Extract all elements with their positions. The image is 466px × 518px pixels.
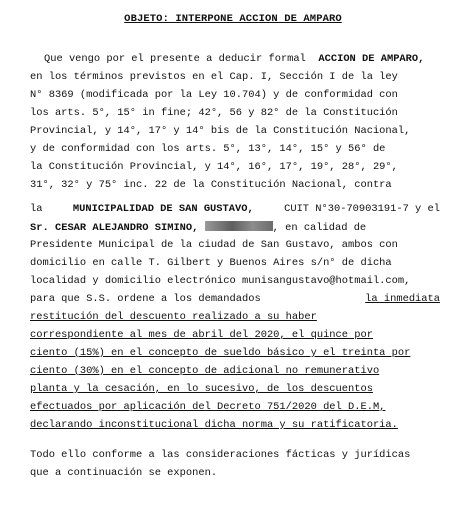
document-title: OBJETO: INTERPONE ACCION DE AMPARO — [124, 13, 342, 25]
paragraph-line: domicilio en calle T. Gilbert y Buenos Aires s/n° de dicha — [30, 257, 392, 269]
line-text: Que vengo por el presente a deducir formal — [44, 53, 306, 65]
paragraph-line: que a continuación se exponen. — [30, 467, 218, 479]
underlined-request: efectuados por aplicación del Decreto 751/2020 del D.E.M, — [30, 401, 386, 413]
paragraph-line — [30, 221, 440, 235]
defendant-name: CESAR ALEJANDRO SIMINO, — [54, 222, 199, 234]
underlined-request: ciento (30%) en el concepto de adicional no remunerativo — [30, 365, 380, 377]
line-text: la — [30, 203, 43, 215]
underlined-request: planta y la cesación, en lo sucesivo, de los descuentos — [30, 383, 373, 395]
defendant-municipality: MUNICIPALIDAD DE SAN GUSTAVO, — [72, 203, 254, 215]
paragraph-line: Presidente Municipal de la ciudad de San Gustavo, ambos con — [30, 239, 398, 251]
paragraph-line — [30, 203, 440, 216]
paragraph-line: en los términos previstos en el Cap. I, Sección I de la ley — [30, 71, 398, 83]
line-text: CUIT N°30-70903191-7 y el — [284, 203, 440, 215]
action-title: ACCION DE AMPARO, — [318, 53, 425, 65]
underlined-request: la inmediata — [365, 293, 440, 305]
redacted-text — [205, 221, 273, 231]
paragraph-line: 31°, 32° y 75° inc. 22 de la Constitución Nacional, contra — [30, 179, 392, 191]
line-text: Sr. — [30, 222, 49, 234]
paragraph-line — [30, 293, 440, 306]
underlined-request: ciento (15%) en el concepto de sueldo básico y el treinta por — [30, 347, 411, 359]
paragraph-line: Provincial, y 14°, 17° y 14° bis de la Constitución Nacional, — [30, 125, 411, 137]
paragraph-line: Todo ello conforme a las consideraciones fácticas y jurídicas — [30, 449, 411, 461]
underlined-request: correspondiente al mes de abril del 2020, el quince por — [30, 329, 373, 341]
paragraph-line: los arts. 5°, 15° in fine; 42°, 56 y 82° de la Constitución — [30, 107, 398, 119]
underlined-request: declarando inconstitucional dicha norma y su ratificatoria. — [30, 419, 398, 431]
paragraph-line: N° 8369 (modificada por la Ley 10.704) y de conformidad con — [30, 89, 398, 101]
line-text: para que S.S. ordene a los demandados — [30, 293, 261, 305]
paragraph-line: y de conformidad con los arts. 5°, 13°, 14°, 15° y 56° de — [30, 143, 386, 155]
line-text: , en calidad de — [272, 222, 367, 234]
paragraph-line: localidad y domicilio electrónico munisangustavo@hotmail.com, — [30, 275, 411, 287]
paragraph-line — [30, 53, 440, 66]
paragraph-line: la Constitución Provincial, y 14°, 16°, 17°, 19°, 28°, 29°, — [30, 161, 398, 173]
underlined-request: restitución del descuento realizado a su haber — [30, 311, 317, 323]
